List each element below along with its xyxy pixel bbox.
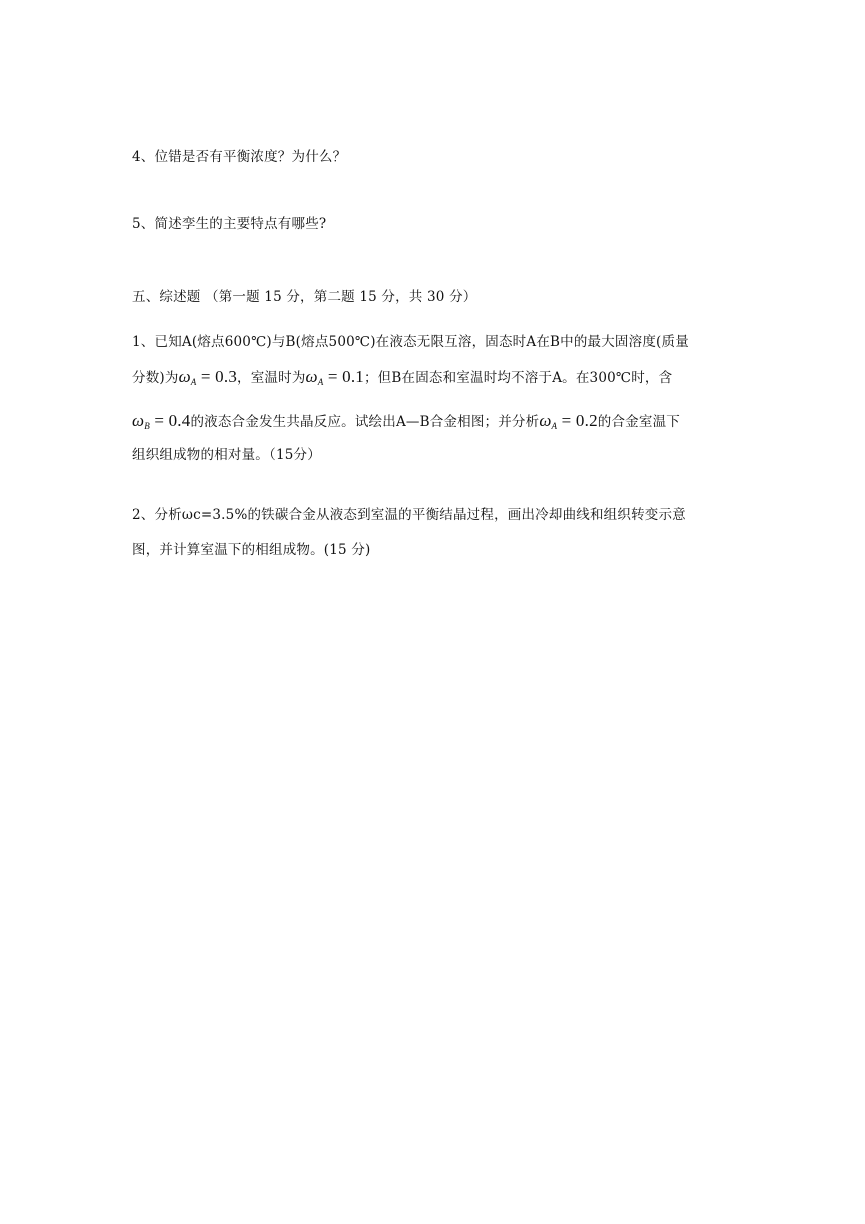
section-5-heading: 五、综述题 （第一题 15 分，第二题 15 分，共 30 分） xyxy=(132,289,477,305)
problem-1-text: ，室温时为 xyxy=(237,370,306,386)
formula-omega-a-0-1: $\omega_A = 0.1$ xyxy=(305,367,364,387)
problem-1-line-3 xyxy=(132,411,737,436)
problem-1-text: 的合金室温下 xyxy=(597,414,680,430)
problem-1-text: 分数)为 xyxy=(132,370,179,386)
problem-1-line-1: 1、已知A(熔点600℃)与B(熔点500℃)在液态无限互溶，固态时A在B中的最大固溶度(质量 xyxy=(132,334,689,350)
problem-1-text: ；但B在固态和室温时均不溶于A。在300℃时，含 xyxy=(363,370,673,386)
formula-omega-a-0-2: $\omega_A = 0.2$ xyxy=(539,411,598,431)
problem-2-line-2: 图，并计算室温下的相组成物。(15 分) xyxy=(132,542,371,558)
question-5: 5、简述孪生的主要特点有哪些? xyxy=(132,216,327,232)
formula-omega-a-0-3: $\omega_A = 0.3$ xyxy=(178,367,238,387)
problem-1-text: 的液态合金发生共晶反应。试绘出A—B合金相图；并分析 xyxy=(190,414,540,430)
problem-2-line-1: 2、分析ωc=3.5%的铁碳合金从液态到室温的平衡结晶过程，画出冷却曲线和组织转变示意 xyxy=(132,507,686,523)
problem-1-line-2 xyxy=(132,367,737,392)
formula-omega-b-0-4: $\omega_B = 0.4$ xyxy=(132,411,191,431)
problem-1-line-4: 组织组成物的相对量。（15分） xyxy=(132,447,321,463)
question-4: 4、位错是否有平衡浓度？为什么？ xyxy=(132,149,347,165)
